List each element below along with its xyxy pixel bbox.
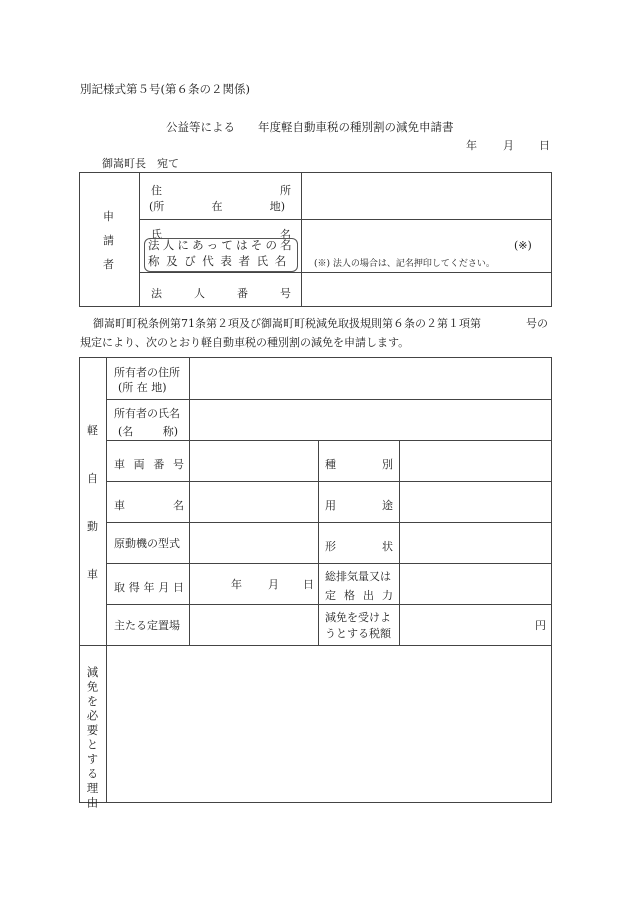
applicant-side-label-3: 者 bbox=[103, 258, 114, 271]
title-prefix: 公益等による bbox=[166, 120, 235, 134]
displacement-label-2: 定 格 出 力 bbox=[325, 589, 393, 602]
applicant-side-label-2: 請 bbox=[103, 234, 114, 247]
intro-line-2: 規定により、次のとおり軽自動車税の種別割の減免を申請します。 bbox=[80, 336, 410, 349]
acquired-year: 年 bbox=[231, 578, 242, 591]
corp-number-field[interactable] bbox=[302, 273, 551, 306]
acquired-day: 日 bbox=[303, 578, 314, 591]
owner-address-sub: (所 在 地) bbox=[118, 381, 167, 394]
type-label: 種 別 bbox=[325, 458, 393, 471]
reduction-label-1: 減免を受けよ bbox=[325, 611, 391, 624]
address-label: 住 所 bbox=[151, 184, 291, 197]
vehicle-side-label-3: 動 bbox=[87, 520, 98, 533]
owner-address-field[interactable] bbox=[190, 358, 551, 399]
reason-label: 減免を必要とする理由 bbox=[85, 666, 100, 811]
plate-field[interactable] bbox=[190, 441, 318, 481]
engine-label: 原動機の型式 bbox=[114, 537, 180, 550]
owner-name-sub: (名 称) bbox=[118, 425, 178, 438]
corp-line-2: 称及び代表者氏名 bbox=[148, 254, 293, 268]
car-name-field[interactable] bbox=[190, 482, 318, 522]
intro-line-1: 御嵩町町税条例第71条第２項及び御嵩町町税減免取扱規則第６条の２第１項第 bbox=[93, 317, 481, 330]
storage-field[interactable] bbox=[190, 605, 318, 645]
address-sub-label: (所 在 地) bbox=[149, 200, 285, 213]
yen-unit: 円 bbox=[535, 619, 546, 632]
intro-line-1-tail: 号の bbox=[526, 317, 548, 330]
date-year: 年 bbox=[466, 139, 477, 152]
date-day: 日 bbox=[539, 139, 550, 152]
reduction-amount-field[interactable] bbox=[400, 605, 551, 645]
address-field[interactable] bbox=[302, 173, 551, 219]
seal-mark: (※) bbox=[514, 239, 532, 252]
vehicle-side-label-2: 自 bbox=[87, 472, 98, 485]
name-label: 氏 名 bbox=[151, 228, 291, 241]
vehicle-side-label-4: 車 bbox=[87, 568, 98, 581]
storage-label: 主たる定置場 bbox=[114, 619, 180, 632]
use-label: 用 途 bbox=[325, 499, 393, 512]
type-field[interactable] bbox=[400, 441, 551, 481]
use-field[interactable] bbox=[400, 482, 551, 522]
owner-name-field[interactable] bbox=[190, 400, 551, 440]
acquired-date-field[interactable] bbox=[190, 564, 318, 604]
applicant-side-label-1: 申 bbox=[103, 210, 114, 223]
shape-field[interactable] bbox=[400, 523, 551, 563]
displacement-field[interactable] bbox=[400, 564, 551, 604]
vehicle-side-label-1: 軽 bbox=[87, 424, 98, 437]
plate-label: 車 両 番 号 bbox=[114, 458, 184, 471]
acquired-month: 月 bbox=[268, 578, 279, 591]
acquired-label: 取 得 年 月 日 bbox=[114, 581, 184, 594]
owner-name-label: 所有者の氏名 bbox=[114, 407, 180, 420]
displacement-label-1: 総排気量又は bbox=[325, 570, 391, 583]
corp-line-1: 法人にあってはその名 bbox=[148, 238, 295, 252]
corp-number-label: 法 人 番 号 bbox=[151, 287, 291, 300]
reason-field[interactable] bbox=[107, 646, 551, 802]
addressee: 御嵩町長 宛て bbox=[102, 157, 179, 170]
page-title: 年度軽自動車税の種別割の減免申請書 bbox=[258, 120, 454, 134]
engine-field[interactable] bbox=[190, 523, 318, 563]
seal-note: (※) 法人の場合は、記名押印してください。 bbox=[314, 259, 495, 269]
date-month: 月 bbox=[503, 139, 514, 152]
reduction-label-2: うとする税額 bbox=[325, 627, 391, 640]
form-number: 別記様式第５号(第６条の２関係) bbox=[80, 82, 250, 96]
shape-label: 形 状 bbox=[325, 540, 393, 553]
car-name-label: 車 名 bbox=[114, 499, 184, 512]
owner-address-label: 所有者の住所 bbox=[114, 366, 180, 379]
